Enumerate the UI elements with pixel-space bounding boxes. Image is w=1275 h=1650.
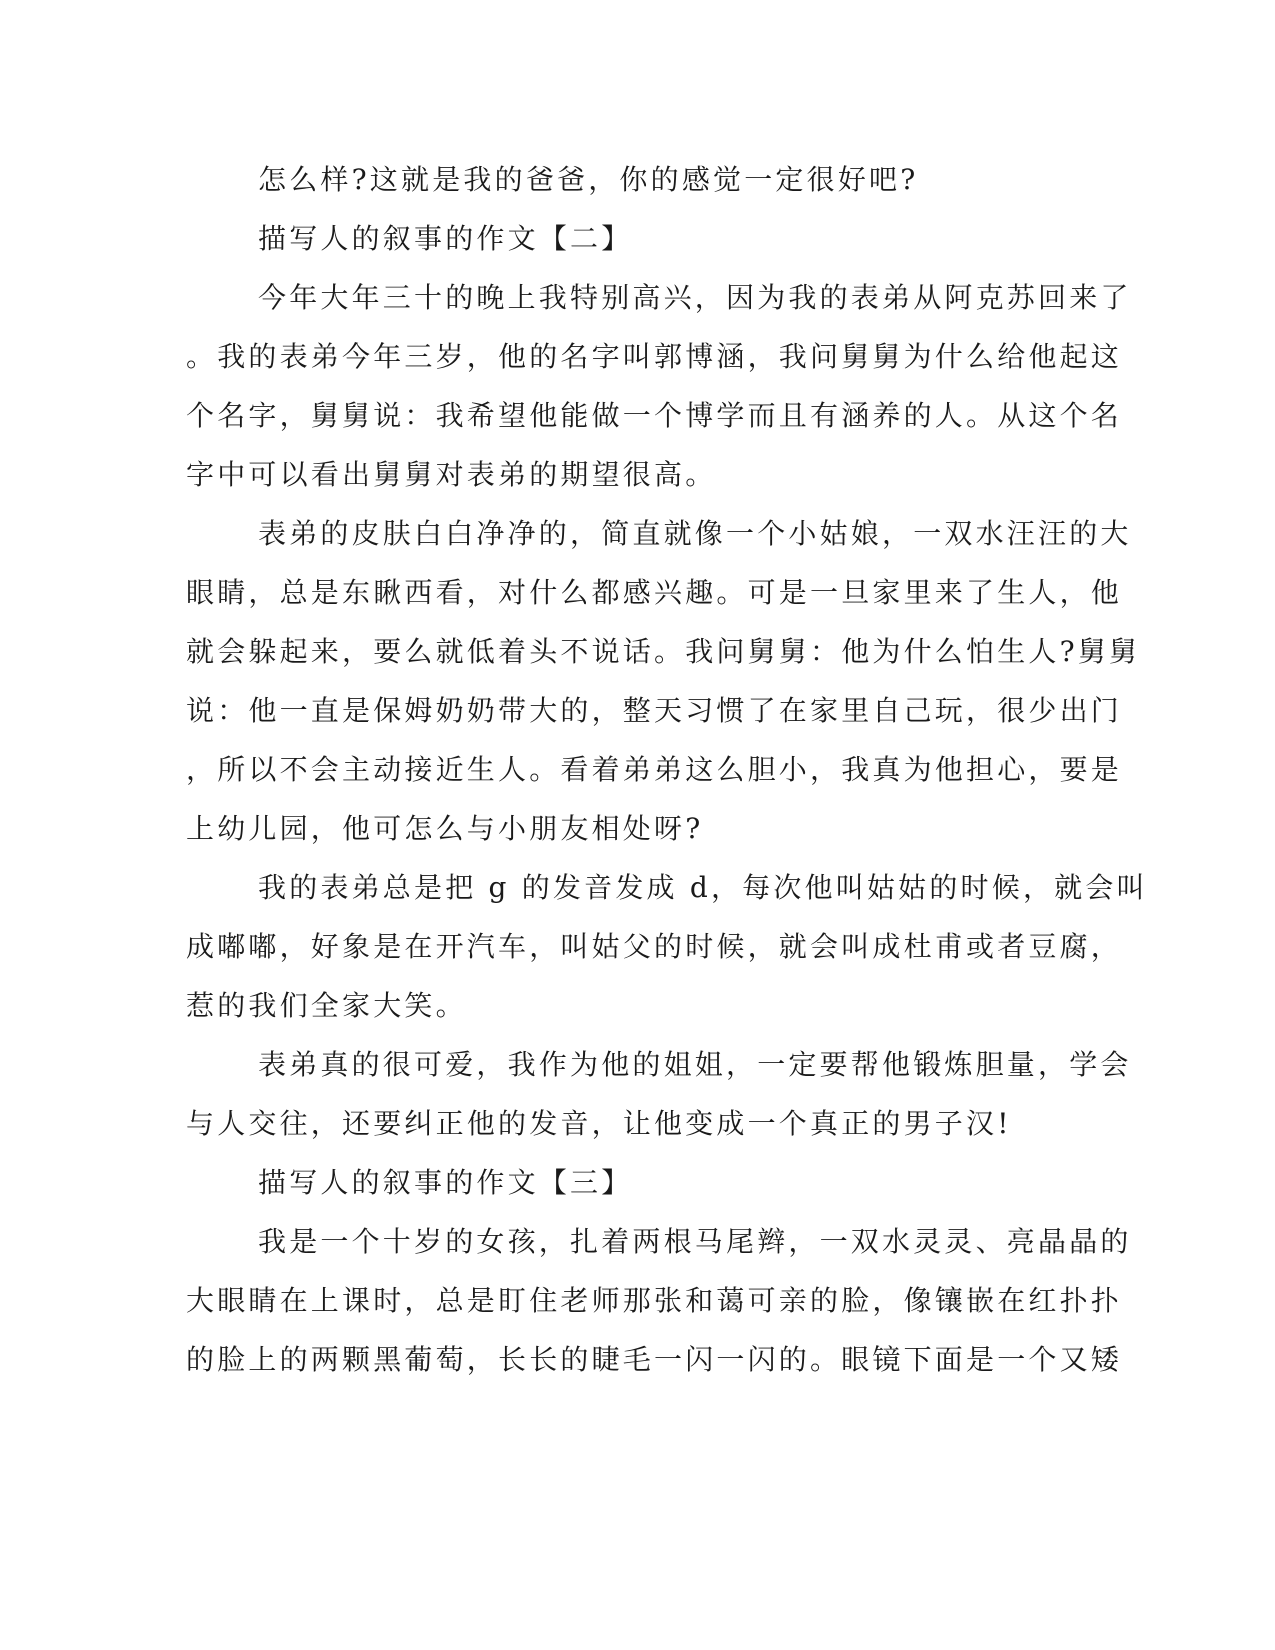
text-line: 就会躲起来，要么就低着头不说话。我问舅舅：他为什么怕生人?舅舅 xyxy=(186,635,1141,668)
text-line: 我是一个十岁的女孩，扎着两根马尾辫，一双水灵灵、亮晶晶的 xyxy=(258,1225,1132,1258)
text-line: 表弟的皮肤白白净净的，简直就像一个小姑娘，一双水汪汪的大 xyxy=(258,517,1132,550)
text-line: 字中可以看出舅舅对表弟的期望很高。 xyxy=(186,458,717,491)
text-line: 今年大年三十的晚上我特别高兴，因为我的表弟从阿克苏回来了 xyxy=(258,281,1132,314)
text-line: 个名字，舅舅说：我希望他能做一个博学而且有涵养的人。从这个名 xyxy=(186,399,1123,432)
text-line: 我的表弟总是把 g 的发音发成 d，每次他叫姑姑的时候，就会叫 xyxy=(258,871,1148,904)
section-heading: 描写人的叙事的作文【三】 xyxy=(258,1166,633,1199)
text-line: 惹的我们全家大笑。 xyxy=(186,989,467,1022)
text-line: 眼睛，总是东瞅西看，对什么都感兴趣。可是一旦家里来了生人，他 xyxy=(186,576,1123,609)
text-line: ，所以不会主动接近生人。看着弟弟这么胆小，我真为他担心，要是 xyxy=(186,753,1123,786)
section-heading: 描写人的叙事的作文【二】 xyxy=(258,222,633,255)
text-line: 大眼睛在上课时，总是盯住老师那张和蔼可亲的脸，像镶嵌在红扑扑 xyxy=(186,1284,1123,1317)
text-line: 说：他一直是保姆奶奶带大的，整天习惯了在家里自己玩，很少出门 xyxy=(186,694,1123,727)
text-line: 的脸上的两颗黑葡萄，长长的睫毛一闪一闪的。眼镜下面是一个又矮 xyxy=(186,1343,1123,1376)
text-line: 表弟真的很可爱，我作为他的姐姐，一定要帮他锻炼胆量，学会 xyxy=(258,1048,1132,1081)
text-line: 与人交往，还要纠正他的发音，让他变成一个真正的男子汉! xyxy=(186,1107,1012,1140)
text-line: 上幼儿园，他可怎么与小朋友相处呀? xyxy=(186,812,704,845)
text-line: 怎么样?这就是我的爸爸，你的感觉一定很好吧? xyxy=(258,163,919,196)
text-line: 。我的表弟今年三岁，他的名字叫郭博涵，我问舅舅为什么给他起这 xyxy=(186,340,1123,373)
text-line: 成嘟嘟，好象是在开汽车，叫姑父的时候，就会叫成杜甫或者豆腐， xyxy=(186,930,1123,963)
